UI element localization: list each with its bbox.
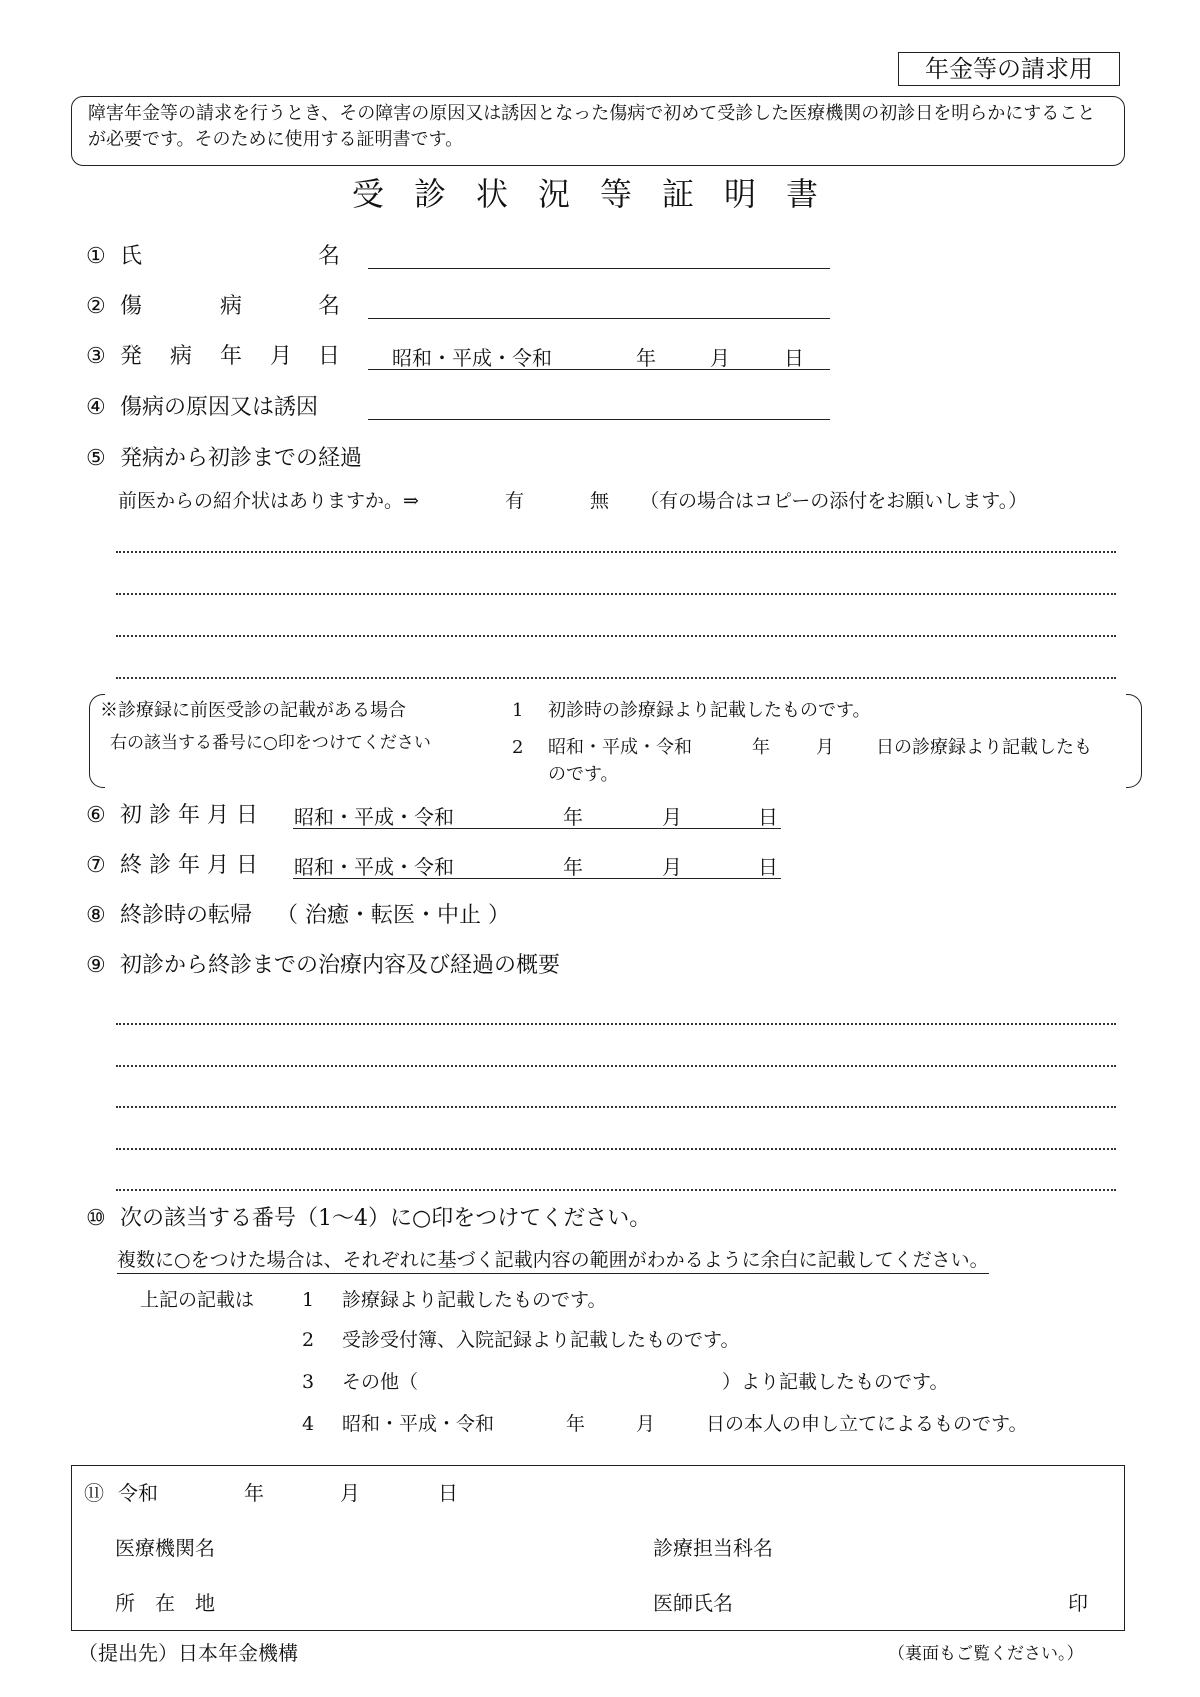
field-number: ① (86, 244, 106, 269)
record-note-text: 右の該当する番号に○印をつけてください (110, 733, 431, 753)
month-label: 月 (816, 737, 834, 758)
field-number: ⑪ (84, 1481, 104, 1505)
era-options[interactable]: 昭和・平成・令和 (548, 737, 692, 758)
source-option-number[interactable]: 3 (302, 1371, 315, 1393)
field-label: 傷病の原因又は誘因 (120, 395, 319, 420)
see-back-note: （裏面もご覧ください。） (888, 1644, 1084, 1664)
day-label: 日 (784, 346, 804, 370)
record-option-text: 日の診療録より記載したも (876, 737, 1092, 758)
month-label: 月 (710, 346, 730, 370)
source-note: 複数に○をつけた場合は、それぞれに基づく記載内容の範囲がわかるように余白に記載してください。 (117, 1249, 989, 1274)
treatment-write-line[interactable] (116, 1189, 1116, 1191)
field-number: ⑤ (86, 446, 106, 471)
treatment-write-line[interactable] (116, 1065, 1116, 1067)
disease-input-line[interactable] (368, 318, 830, 319)
field-label: 発病から初診までの経過 (120, 446, 363, 471)
field-number: ⑥ (86, 803, 106, 828)
signature-box (71, 1465, 1125, 1631)
year-label: 年 (244, 1481, 264, 1505)
outcome-options[interactable]: （ 治癒・転医・中止 ） (276, 903, 510, 928)
treatment-write-line[interactable] (116, 1023, 1116, 1025)
record-option-text: 初診時の診療録より記載したものです。 (548, 700, 871, 721)
year-label: 年 (563, 805, 583, 829)
referral-no-option[interactable]: 無 (590, 490, 610, 512)
month-label: 月 (636, 1413, 656, 1435)
institution-name-label: 医療機関名 (115, 1536, 215, 1560)
field-label-part: 年 (220, 344, 243, 369)
source-option-number[interactable]: 4 (302, 1413, 315, 1435)
treatment-write-line[interactable] (116, 1148, 1116, 1150)
source-option-text: 受診受付簿、入院記録より記載したものです。 (342, 1329, 740, 1351)
year-label: 年 (566, 1413, 586, 1435)
progress-write-line[interactable] (116, 593, 1116, 595)
progress-write-line[interactable] (116, 677, 1116, 679)
era-options[interactable]: 昭和・平成・令和 (294, 855, 454, 879)
day-label: 日 (438, 1481, 458, 1505)
field-label-part: 傷 (120, 294, 143, 319)
referral-yes-option[interactable]: 有 (505, 490, 525, 512)
onset-date-input-line[interactable] (368, 369, 830, 370)
year-label: 年 (636, 346, 656, 370)
field-label: 初診から終診までの治療内容及び経過の概要 (120, 953, 561, 978)
era-options[interactable]: 昭和・平成・令和 (294, 805, 454, 829)
right-bracket (1126, 694, 1142, 788)
month-label: 月 (662, 805, 682, 829)
era-options[interactable]: 昭和・平成・令和 (392, 346, 552, 370)
year-label: 年 (563, 855, 583, 879)
source-prefix: 上記の記載は (140, 1289, 255, 1311)
field-label-part: 名 (318, 294, 341, 319)
department-label: 診療担当科名 (653, 1536, 773, 1560)
field-label-part: 名 (318, 244, 341, 269)
field-label-part: 氏 (120, 244, 143, 269)
field-label-part: 月 (270, 344, 293, 369)
doctor-name-label: 医師氏名 (653, 1591, 733, 1615)
source-option-text: 日の本人の申し立てによるものです。 (706, 1413, 1028, 1435)
referral-question: 前医からの紹介状はありますか。⇒ (118, 490, 419, 512)
month-label: 月 (662, 855, 682, 879)
source-instruction: 次の該当する番号（1～4）に○印をつけてください。 (120, 1206, 652, 1231)
year-label: 年 (752, 737, 770, 758)
source-option-text: ）より記載したものです。 (722, 1371, 949, 1393)
field-number: ② (86, 294, 106, 319)
field-number: ⑦ (86, 853, 106, 878)
field-label: 終診時の転帰 (120, 903, 253, 928)
source-option-text: その他（ (342, 1371, 419, 1393)
field-number: ④ (86, 395, 106, 420)
progress-write-line[interactable] (116, 551, 1116, 553)
era-options[interactable]: 昭和・平成・令和 (342, 1413, 495, 1435)
field-number: ⑨ (86, 953, 106, 978)
progress-write-line[interactable] (116, 635, 1116, 637)
field-number: ⑧ (86, 903, 106, 928)
month-label: 月 (340, 1481, 360, 1505)
address-label: 所 在 地 (115, 1591, 215, 1615)
record-option-text: のです。 (548, 764, 619, 785)
submit-to: （提出先）日本年金機構 (78, 1641, 298, 1665)
field-number: ⑩ (86, 1206, 106, 1231)
record-option-number[interactable]: 2 (512, 737, 524, 758)
era-label: 令和 (118, 1481, 158, 1505)
source-option-text: 診療録より記載したものです。 (342, 1289, 607, 1311)
treatment-write-line[interactable] (116, 1106, 1116, 1108)
field-label-part: 発 (120, 344, 143, 369)
form-usage-tag: 年金等の請求用 (898, 52, 1120, 86)
day-label: 日 (758, 855, 778, 879)
seal-mark: 印 (1068, 1591, 1088, 1615)
first-visit-input-line[interactable] (293, 828, 781, 829)
referral-note: （有の場合はコピーの添付をお願いします。） (640, 490, 1028, 512)
notice-box: 障害年金等の請求を行うとき、その障害の原因又は誘因となった傷病で初めて受診した医療機関の初診日を明らかにすることが必要です。そのために使用する証明書です。 (71, 96, 1125, 166)
record-note-text: ※診療録に前医受診の記載がある場合 (100, 700, 406, 721)
name-input-line[interactable] (368, 268, 830, 269)
field-label: 初 診 年 月 日 (120, 803, 258, 828)
day-label: 日 (758, 805, 778, 829)
field-label: 終 診 年 月 日 (120, 853, 258, 878)
source-option-number[interactable]: 2 (302, 1329, 315, 1351)
field-label-part: 日 (318, 344, 341, 369)
last-visit-input-line[interactable] (293, 878, 781, 879)
record-option-number[interactable]: 1 (512, 700, 524, 721)
page-title: 受診状況等証明書 (351, 175, 848, 213)
source-option-number[interactable]: 1 (302, 1289, 315, 1311)
field-label-part: 病 (220, 294, 243, 319)
field-number: ③ (86, 344, 106, 369)
cause-input-line[interactable] (368, 419, 830, 420)
field-label-part: 病 (170, 344, 193, 369)
